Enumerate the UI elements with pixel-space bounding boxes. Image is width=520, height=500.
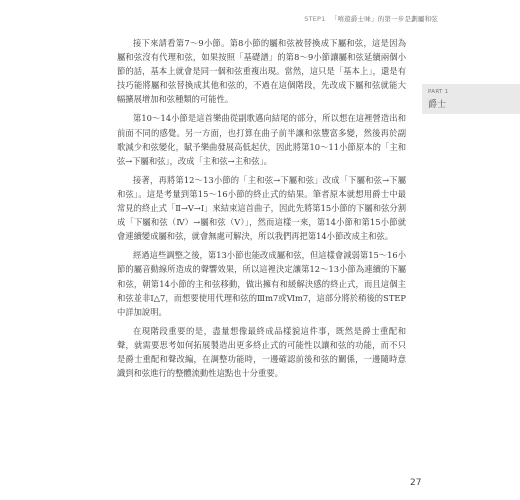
side-tab-part-label: PART 1 [428, 89, 449, 95]
paragraph: 第10～14小節是這首樂曲從副歌邁向結尾的部分，所以想在這裡營造出和前面不同的感覺。另一方面，也打算在曲子前半讓和弦豐富多變，然後再於副歌減少和弦變化，賦予樂曲發展高低起伏，因此將第10～11小節原本的「主和弦→下屬和弦」，改成「主和弦→主和弦」。 [117, 113, 406, 166]
paragraph: 接著，再將第12～13小節的「主和弦→下屬和弦」改成「下屬和弦→下屬和弦」。這是考量到第15～16小節的終止式的結果。筆者原本就想用爵士中最常見的終止式「Ⅱ→Ⅴ→Ⅰ」來結束這首曲子，因此先將第15小節的下屬和弦分割成「下屬和弦（Ⅳ）→屬和弦（Ⅴ）」，然而這樣一來，第14小節和第15小節就會連續變成屬和弦，就會無處可解決，所以我們再把第14小節改成主和弦。 [117, 174, 406, 242]
running-header-step: STEP1 [304, 15, 326, 23]
paragraph: 接下來請看第7～9小節。第8小節的屬和弦被替換成下屬和弦，這是因為屬和弦沒有代理和弦，如果按照「基礎譜」的第8～9小節讓屬和弦延續兩個小節的話，基本上就會是同一個和弦重複出現。當然，這只是「基本上」，還是有技巧能將屬和弦替換成其他和弦的，不過在這個階段，先改成下屬和弦就能大幅擴展增加和弦種類的可能性。 [117, 38, 406, 105]
section-side-tab [422, 84, 520, 114]
main-body-text [117, 36, 406, 385]
paragraph: 在現階段重要的是，盡量想像最終成品樣貌這件事，既然是爵士重配和聲，就需要思考如何拓展製造出更多終止式的可能性以讓和弦的功能，而不只是爵士重配和聲改編，在調整功能時，一邊確認前後和弦的關係，一邊隨時意識到和弦進行的整體流動性這點也十分重要。 [117, 325, 406, 379]
running-header-title: 「嘻遊爵士味」的第一步是劃屬和弦 [330, 15, 438, 23]
running-header [304, 14, 438, 23]
page-number: 27 [410, 478, 422, 488]
paragraph: 經過這些調整之後，第13小節也能改成屬和弦，但這樣會減弱第15～16小節的屬音動線所造成的聲響效果，所以這裡決定讓第12～13小節為連續的下屬和弦，朝第14小節的主和弦移動，做出擁有和緩解決感的終止式，而且這個主和弦並非Ⅰ△7，而想要使用代理和弦的Ⅲm7或Ⅵm7，這部分將於稍後的STEP中詳加說明。 [117, 250, 406, 317]
side-tab-section-name: 爵士 [428, 100, 447, 110]
